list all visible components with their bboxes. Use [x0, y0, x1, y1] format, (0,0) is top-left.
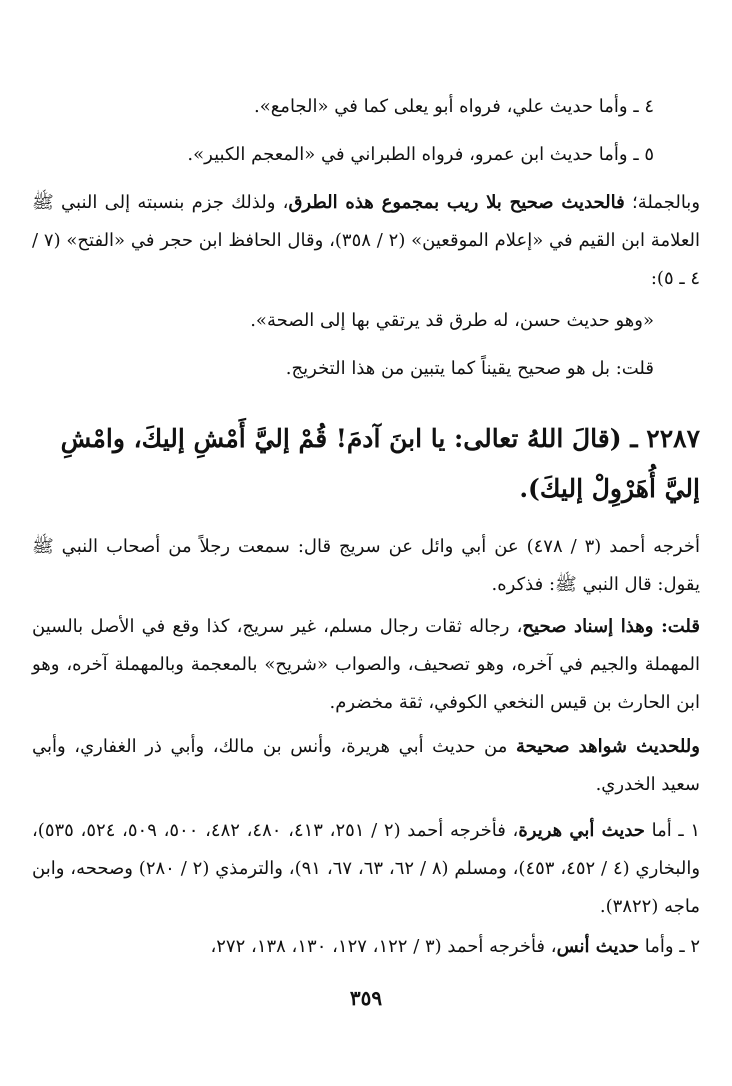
author-comment: قلت: بل هو صحيح يقيناً كما يتبين من هذا التخريج. — [285, 358, 654, 379]
abu-hurayra-paragraph — [32, 812, 700, 926]
summary-paragraph — [32, 184, 700, 298]
item-2-bold: حديث أنس — [556, 936, 640, 957]
text-line — [54, 136, 654, 174]
isnad-text: ، رجاله ثقات رجال مسلم، غير سريج، كذا وقع في الأصل بالسين المهملة والجيم في آخره، وهو تصحيف، والصواب «شريح» بالمعجمة وبالمهملة آخره، وهو ابن الحارث بن قيس النخعي الكوفي، ثقة مخضرم. — [32, 616, 700, 713]
item-1-text: ، فأخرجه أحمد (٢ / ٢٥١، ٤١٣، ٤٨٠، ٤٨٢، ٥٠٠، ٥٠٩، ٥٢٤، ٥٣٥)، والبخاري (٤ / ٤٥٢، ٤٥٣)، ومسلم (٨ / ٦٢، ٦٣، ٦٧، ٩١)، والترمذي (٢ / ٢٨٠) وصححه، وابن ماجه (٣٨٢٢). — [32, 820, 701, 917]
isnad-bold: قلت: وهذا إسناد صحيح — [522, 616, 700, 637]
shawahid-paragraph — [32, 728, 700, 804]
item-2-prefix: ٢ ـ وأما — [639, 936, 700, 957]
summary-bold: فالحديث صحيح بلا ريب بمجموع هذه الطرق — [288, 192, 625, 213]
isnad-paragraph — [32, 608, 700, 722]
quote-line — [54, 302, 654, 340]
shawahid-text: من حديث أبي هريرة، وأنس بن مالك، وأبي ذر الغفاري، وأبي سعيد الخدري. — [32, 736, 700, 795]
shawahid-bold: وللحديث شواهد صحيحة — [515, 736, 700, 757]
hadith-4-line: ٤ ـ وأما حديث علي، فرواه أبو يعلى كما في «الجامع». — [253, 96, 654, 117]
item-2-text: ، فأخرجه أحمد (٣ / ١٢٢، ١٢٧، ١٣٠، ١٣٨، ٢٧٢، — [210, 936, 557, 957]
anas-paragraph — [32, 928, 700, 966]
summary-intro: وبالجملة؛ — [624, 192, 701, 213]
hadith-5-line: ٥ ـ وأما حديث ابن عمرو، فرواه الطبراني في «المعجم الكبير». — [187, 144, 654, 165]
text-line — [54, 88, 654, 126]
takhrij-paragraph — [32, 528, 700, 604]
item-1-prefix: ١ ـ أما — [644, 820, 701, 841]
page-number: ٣٥٩ — [349, 986, 383, 1010]
comment-line — [54, 350, 654, 388]
hadith-heading: ٢٢٨٧ ـ (قالَ اللهُ تعالى: يا ابنَ آدمَ! قُمْ إليَّ أَمْشِ إليكَ، وامْشِ إليَّ أُهَرْوِلْ إليكَ). — [60, 424, 700, 503]
takhrij-text: أخرجه أحمد (٣ / ٤٧٨) عن أبي وائل عن سريج قال: سمعت رجلاً من أصحاب النبي ﷺ يقول: قال النبي ﷺ: فذكره. — [32, 536, 700, 595]
fath-quote: «وهو حديث حسن، له طرق قد يرتقي بها إلى الصحة». — [250, 310, 654, 331]
item-1-bold: حديث أبي هريرة — [518, 820, 645, 841]
summary-rest: ، ولذلك جزم بنسبته إلى النبي ﷺ العلامة ابن القيم في «إعلام الموقعين» (٢ / ٣٥٨)، وقال الحافظ ابن حجر في «الفتح» (٧ / ٤ ـ ٥): — [32, 192, 701, 289]
